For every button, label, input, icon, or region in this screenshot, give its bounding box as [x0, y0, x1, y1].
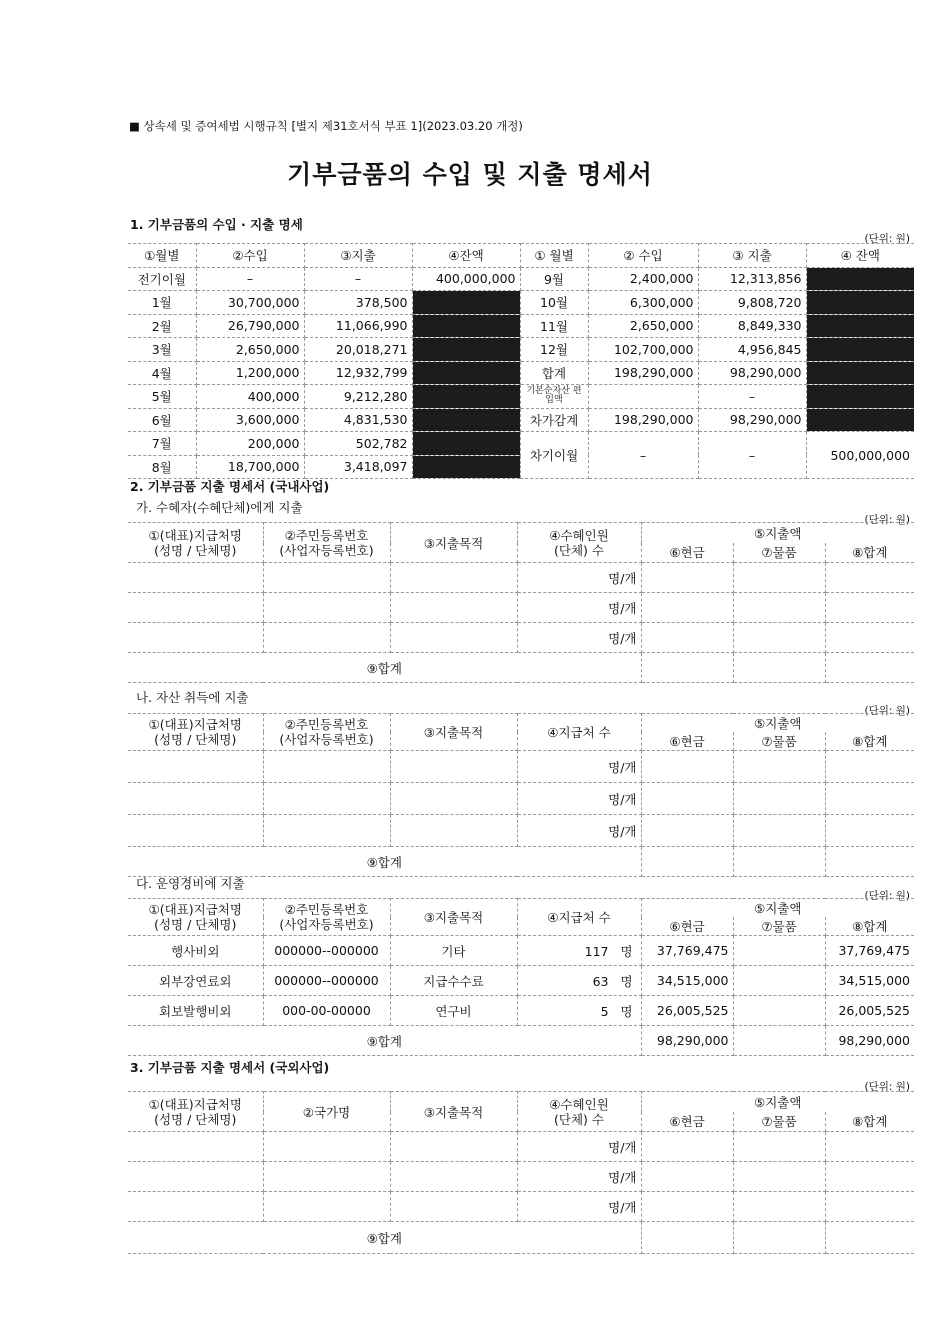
total-label: ⑨합계	[128, 653, 641, 683]
id-header	[263, 714, 390, 751]
income-cell: 1,200,000	[196, 361, 304, 385]
expense-cell: –	[304, 267, 412, 291]
payee-cell	[128, 815, 263, 847]
sum-header: ⑧합계	[825, 917, 914, 936]
count-cell: 명/개	[517, 563, 641, 593]
id-header	[263, 523, 390, 563]
redacted-balance	[412, 385, 520, 409]
id-cell	[263, 783, 390, 815]
redacted-balance	[806, 338, 914, 362]
total-row	[128, 847, 914, 877]
id-cell	[263, 623, 390, 653]
purpose-cell	[390, 1162, 517, 1192]
goods-cell	[733, 815, 825, 847]
payee-cell	[128, 783, 263, 815]
income-cell: 200,000	[196, 432, 304, 456]
section2-title: 2. 기부금품 지출 명세서 (국내사업)	[130, 479, 330, 494]
table-row	[128, 1132, 914, 1162]
expense-cell: 4,831,530	[304, 408, 412, 432]
purpose-cell	[390, 623, 517, 653]
expense-cell: –	[698, 385, 806, 409]
table-header-row	[128, 1092, 914, 1112]
id-cell: 000-00-00000	[263, 996, 390, 1026]
expense-cell: 98,290,000	[698, 408, 806, 432]
balance-cell: 400,000,000	[412, 267, 520, 291]
count-value: 5	[600, 1003, 609, 1019]
month-cell: 2월	[128, 314, 196, 338]
table-row	[128, 623, 914, 653]
table-header-row	[128, 523, 914, 543]
total-cash	[641, 653, 733, 683]
count-cell	[517, 966, 641, 996]
income-expense-table	[128, 243, 914, 479]
goods-cell	[733, 996, 825, 1026]
income-cell: 18,700,000	[196, 455, 304, 479]
count-cell	[517, 936, 641, 966]
table-row	[128, 815, 914, 847]
month-cell: 3월	[128, 338, 196, 362]
sum-cell	[825, 623, 914, 653]
expense-cell: 11,066,990	[304, 314, 412, 338]
purpose-cell	[390, 751, 517, 783]
id-header-line2: (사업자등록번호)	[279, 732, 374, 747]
total-row	[128, 1222, 914, 1254]
payee-header-line1: ①(대표)지급처명	[148, 1096, 242, 1112]
table-row	[128, 1162, 914, 1192]
total-row	[128, 653, 914, 683]
total-cash	[641, 847, 733, 877]
total-goods	[733, 847, 825, 877]
sum-cell	[825, 1132, 914, 1162]
header-cell: ①월별	[128, 244, 196, 268]
redacted-balance	[806, 267, 914, 291]
expense-cell: 98,290,000	[698, 361, 806, 385]
table-row	[128, 996, 914, 1026]
count-header-line2: (단체) 수	[554, 1111, 604, 1127]
id-cell	[263, 815, 390, 847]
purpose-cell	[390, 815, 517, 847]
total-cash	[641, 1222, 733, 1254]
redacted-balance	[412, 455, 520, 479]
cash-cell	[641, 1132, 733, 1162]
payee-header	[128, 899, 263, 936]
sum-header: ⑧합계	[825, 1112, 914, 1132]
section2a-title: 가. 수혜자(수혜단체)에게 지출	[136, 500, 303, 515]
form-header: ■ 상속세 및 증여세법 시행규칙 [별지 제31호서식 부표 1](2023.03.20 개정)	[129, 119, 523, 133]
total-row	[128, 1026, 914, 1056]
income-cell: 2,650,000	[196, 338, 304, 362]
income-cell: 400,000	[196, 385, 304, 409]
cash-cell	[641, 815, 733, 847]
page-title: 기부금품의 수입 및 지출 명세서	[287, 160, 653, 189]
redacted-balance	[806, 361, 914, 385]
total-cash: 98,290,000	[641, 1026, 733, 1056]
table-row	[128, 1192, 914, 1222]
cash-cell	[641, 751, 733, 783]
table-row	[128, 966, 914, 996]
section2c-unit: (단위: 원)	[864, 890, 910, 902]
month-cell: 차기이월	[520, 432, 588, 479]
goods-header: ⑦물품	[733, 1112, 825, 1132]
month-cell: 차가감계	[520, 408, 588, 432]
total-sum: 98,290,000	[825, 1026, 914, 1056]
goods-header: ⑦물품	[733, 917, 825, 936]
sum-cell	[825, 1162, 914, 1192]
amount-header: ⑤지출액	[641, 714, 914, 733]
goods-cell	[733, 1192, 825, 1222]
sum-cell	[825, 815, 914, 847]
payee-header-line2: (성명 / 단체명)	[154, 917, 237, 932]
sum-cell	[825, 593, 914, 623]
purpose-cell	[390, 563, 517, 593]
total-label: ⑨합계	[128, 1026, 641, 1056]
id-header-line1: ②주민등록번호	[284, 717, 369, 732]
count-header	[517, 1092, 641, 1132]
id-header	[263, 899, 390, 936]
section2c-table	[128, 898, 914, 1056]
section3-title: 3. 기부금품 지출 명세서 (국외사업)	[130, 1060, 330, 1075]
count-header	[517, 523, 641, 563]
income-cell: 102,700,000	[588, 338, 698, 362]
sum-cell	[825, 751, 914, 783]
count-unit: 명	[620, 943, 633, 959]
cash-cell	[641, 783, 733, 815]
header-cell: ② 수입	[588, 244, 698, 268]
table-row	[128, 783, 914, 815]
month-cell: 4월	[128, 361, 196, 385]
id-cell: 000000--000000	[263, 966, 390, 996]
cash-header: ⑥현금	[641, 1112, 733, 1132]
payee-header-line1: ①(대표)지급처명	[148, 527, 242, 543]
count-unit: 명	[620, 1003, 633, 1019]
goods-cell	[733, 936, 825, 966]
income-cell: 2,400,000	[588, 267, 698, 291]
section2b-unit: (단위: 원)	[864, 705, 910, 717]
cash-cell	[641, 1192, 733, 1222]
table-row	[128, 267, 914, 291]
count-cell	[517, 996, 641, 1026]
payee-cell	[128, 593, 263, 623]
amount-header: ⑤지출액	[641, 1092, 914, 1112]
month-cell: 7월	[128, 432, 196, 456]
expense-cell: 20,018,271	[304, 338, 412, 362]
goods-cell	[733, 783, 825, 815]
expense-cell: 378,500	[304, 291, 412, 315]
amount-header: ⑤지출액	[641, 523, 914, 543]
amount-header: ⑤지출액	[641, 899, 914, 918]
cash-cell: 26,005,525	[641, 996, 733, 1026]
count-value: 63	[592, 973, 609, 989]
month-cell: 11월	[520, 314, 588, 338]
id-cell: 000000--000000	[263, 936, 390, 966]
income-cell: 198,290,000	[588, 361, 698, 385]
income-cell: 30,700,000	[196, 291, 304, 315]
payee-cell	[128, 1132, 263, 1162]
count-header: ④지급처 수	[517, 899, 641, 936]
cash-header: ⑥현금	[641, 917, 733, 936]
payee-header-line2: (성명 / 단체명)	[154, 732, 237, 747]
cash-cell: 34,515,000	[641, 966, 733, 996]
count-cell: 명/개	[517, 593, 641, 623]
purpose-cell: 지급수수료	[390, 966, 517, 996]
payee-cell	[128, 751, 263, 783]
count-cell: 명/개	[517, 783, 641, 815]
payee-header-line1: ①(대표)지급처명	[148, 902, 242, 917]
goods-cell	[733, 1132, 825, 1162]
goods-cell	[733, 593, 825, 623]
goods-header: ⑦물품	[733, 732, 825, 751]
table-header-row	[128, 899, 914, 918]
payee-header	[128, 1092, 263, 1132]
count-header-line2: (단체) 수	[554, 542, 604, 558]
cash-header: ⑥현금	[641, 543, 733, 563]
id-header-line1: ②주민등록번호	[284, 902, 369, 917]
month-cell: 8월	[128, 455, 196, 479]
expense-cell: 9,212,280	[304, 385, 412, 409]
payee-header	[128, 714, 263, 751]
section1-title: 1. 기부금품의 수입 · 지출 명세	[130, 217, 303, 232]
expense-cell: 3,418,097	[304, 455, 412, 479]
count-cell: 명/개	[517, 1192, 641, 1222]
count-header: ④지급처 수	[517, 714, 641, 751]
purpose-header: ③지출목적	[390, 1092, 517, 1132]
count-cell: 명/개	[517, 1162, 641, 1192]
table-row	[128, 385, 914, 409]
total-label: ⑨합계	[128, 1222, 641, 1254]
month-cell: 6월	[128, 408, 196, 432]
balance-cell: 500,000,000	[806, 432, 914, 479]
total-goods	[733, 1026, 825, 1056]
income-cell: 2,650,000	[588, 314, 698, 338]
income-cell: 3,600,000	[196, 408, 304, 432]
count-cell: 명/개	[517, 623, 641, 653]
goods-cell	[733, 966, 825, 996]
header-cell: ③ 지출	[698, 244, 806, 268]
country-cell	[263, 1192, 390, 1222]
goods-cell	[733, 751, 825, 783]
purpose-cell	[390, 1132, 517, 1162]
section2b-title: 나. 자산 취득에 지출	[136, 690, 249, 705]
income-cell: –	[588, 432, 698, 479]
cash-cell: 37,769,475	[641, 936, 733, 966]
id-header-line2: (사업자등록번호)	[279, 542, 374, 558]
redacted-balance	[806, 408, 914, 432]
country-cell	[263, 1132, 390, 1162]
total-sum	[825, 653, 914, 683]
sum-cell: 26,005,525	[825, 996, 914, 1026]
payee-header-line1: ①(대표)지급처명	[148, 717, 242, 732]
payee-cell	[128, 623, 263, 653]
month-cell: 1월	[128, 291, 196, 315]
sum-cell: 37,769,475	[825, 936, 914, 966]
redacted-balance	[412, 314, 520, 338]
total-sum	[825, 1222, 914, 1254]
expense-cell: 9,808,720	[698, 291, 806, 315]
country-header: ②국가명	[263, 1092, 390, 1132]
income-cell	[588, 385, 698, 409]
count-unit: 명	[620, 973, 633, 989]
expense-cell: 8,849,330	[698, 314, 806, 338]
table-row	[128, 291, 914, 315]
header-cell: ②수입	[196, 244, 304, 268]
id-cell	[263, 593, 390, 623]
sum-header: ⑧합계	[825, 543, 914, 563]
table-row	[128, 563, 914, 593]
cash-cell	[641, 623, 733, 653]
id-cell	[263, 751, 390, 783]
sum-cell: 34,515,000	[825, 966, 914, 996]
total-goods	[733, 1222, 825, 1254]
sum-cell	[825, 563, 914, 593]
redacted-balance	[806, 385, 914, 409]
count-cell: 명/개	[517, 1132, 641, 1162]
payee-cell	[128, 563, 263, 593]
month-cell: 전기이월	[128, 267, 196, 291]
section1-unit: (단위: 원)	[864, 233, 910, 245]
count-value: 117	[584, 943, 609, 959]
month-cell: 10월	[520, 291, 588, 315]
total-goods	[733, 653, 825, 683]
purpose-cell	[390, 1192, 517, 1222]
expense-cell: 4,956,845	[698, 338, 806, 362]
table-row	[128, 361, 914, 385]
section2a-table	[128, 522, 914, 683]
redacted-balance	[412, 291, 520, 315]
section3-unit: (단위: 원)	[864, 1081, 910, 1093]
payee-cell	[128, 1162, 263, 1192]
month-cell: 5월	[128, 385, 196, 409]
purpose-cell: 기타	[390, 936, 517, 966]
total-label: ⑨합계	[128, 847, 641, 877]
section2a-unit: (단위: 원)	[864, 514, 910, 526]
header-cell: ③지출	[304, 244, 412, 268]
payee-cell	[128, 1192, 263, 1222]
section2b-table	[128, 713, 914, 877]
purpose-cell: 연구비	[390, 996, 517, 1026]
month-cell: 12월	[520, 338, 588, 362]
cash-cell	[641, 563, 733, 593]
cash-cell	[641, 593, 733, 623]
cash-header: ⑥현금	[641, 732, 733, 751]
goods-cell	[733, 623, 825, 653]
purpose-cell	[390, 783, 517, 815]
sum-cell	[825, 1192, 914, 1222]
payee-cell: 행사비외	[128, 936, 263, 966]
payee-cell: 회보발행비외	[128, 996, 263, 1026]
table-row	[128, 432, 914, 456]
count-cell: 명/개	[517, 751, 641, 783]
section2c-title: 다. 운영경비에 지출	[136, 876, 245, 891]
month-cell: 합계	[520, 361, 588, 385]
goods-cell	[733, 1162, 825, 1192]
expense-cell: 12,932,799	[304, 361, 412, 385]
header-cell: ④ 잔액	[806, 244, 914, 268]
sum-cell	[825, 783, 914, 815]
redacted-balance	[412, 432, 520, 456]
purpose-header: ③지출목적	[390, 714, 517, 751]
table-row	[128, 936, 914, 966]
goods-header: ⑦물품	[733, 543, 825, 563]
table-header-row	[128, 244, 914, 268]
month-cell: 기본순자산 편입액	[520, 385, 588, 409]
income-cell: 6,300,000	[588, 291, 698, 315]
id-header-line2: (사업자등록번호)	[279, 917, 374, 932]
header-cell: ④잔액	[412, 244, 520, 268]
id-cell	[263, 563, 390, 593]
expense-cell: 502,782	[304, 432, 412, 456]
purpose-header: ③지출목적	[390, 899, 517, 936]
table-header-row	[128, 714, 914, 733]
redacted-balance	[412, 408, 520, 432]
redacted-balance	[806, 291, 914, 315]
table-row	[128, 593, 914, 623]
table-row	[128, 338, 914, 362]
redacted-balance	[806, 314, 914, 338]
count-cell: 명/개	[517, 815, 641, 847]
country-cell	[263, 1162, 390, 1192]
redacted-balance	[412, 361, 520, 385]
month-cell: 9월	[520, 267, 588, 291]
income-cell: 26,790,000	[196, 314, 304, 338]
section3-table	[128, 1091, 914, 1254]
id-header-line1: ②주민등록번호	[284, 527, 369, 543]
expense-cell: 12,313,856	[698, 267, 806, 291]
count-header-line1: ④수혜인원	[549, 527, 609, 543]
table-row	[128, 314, 914, 338]
sum-header: ⑧합계	[825, 732, 914, 751]
payee-header-line2: (성명 / 단체명)	[154, 542, 237, 558]
expense-cell: –	[698, 432, 806, 479]
payee-header	[128, 523, 263, 563]
total-sum	[825, 847, 914, 877]
header-cell: ① 월별	[520, 244, 588, 268]
cash-cell	[641, 1162, 733, 1192]
purpose-header: ③지출목적	[390, 523, 517, 563]
table-row	[128, 408, 914, 432]
income-cell: –	[196, 267, 304, 291]
purpose-cell	[390, 593, 517, 623]
count-header-line1: ④수혜인원	[549, 1096, 609, 1112]
payee-cell: 외부강연료외	[128, 966, 263, 996]
table-row	[128, 751, 914, 783]
goods-cell	[733, 563, 825, 593]
redacted-balance	[412, 338, 520, 362]
payee-header-line2: (성명 / 단체명)	[154, 1111, 237, 1127]
income-cell: 198,290,000	[588, 408, 698, 432]
